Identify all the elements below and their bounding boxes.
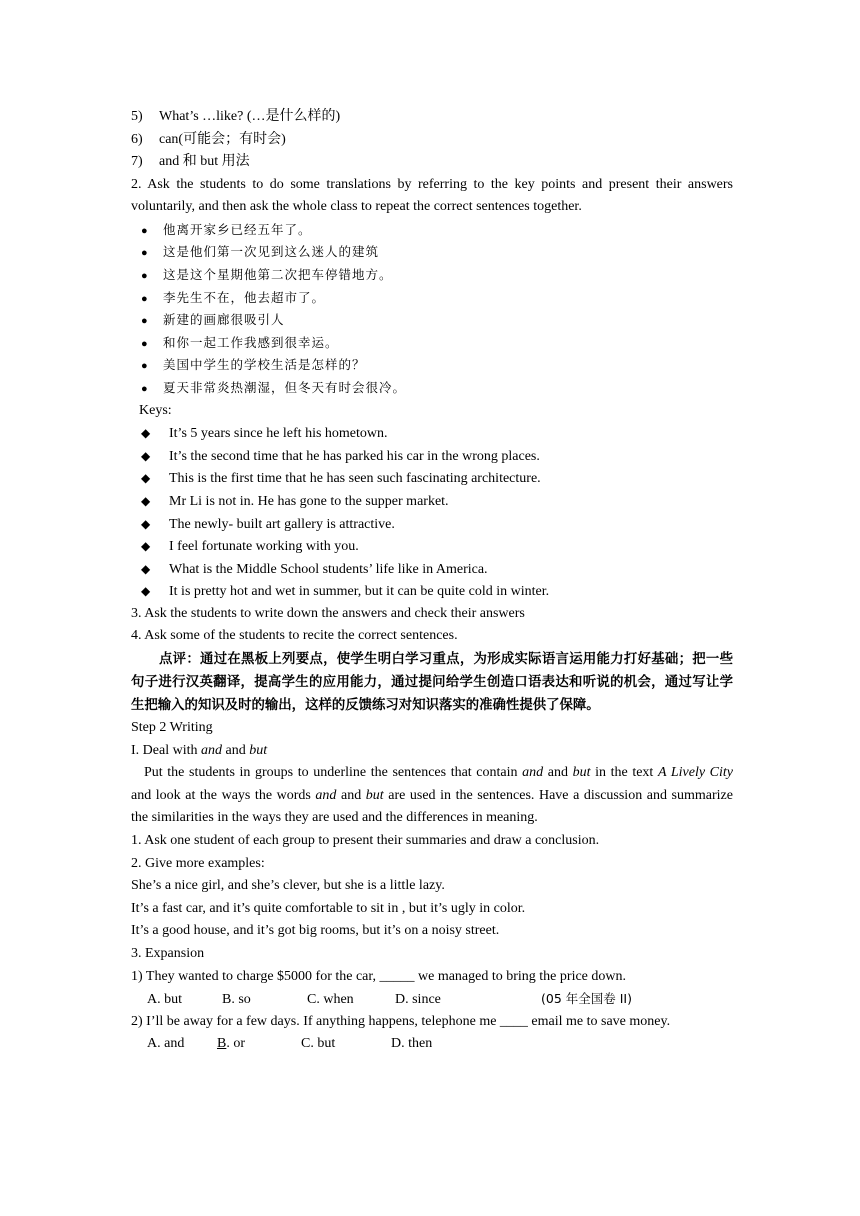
step-1-text: 1. Ask one student of each group to present their summaries and draw a conclusion. — [131, 833, 600, 849]
expansion-heading: 3. Expansion — [131, 946, 205, 961]
key-sentence: ◆ Mr Li is not in. He has gone to the supper market. — [131, 490, 733, 513]
instruction-paragraph: 2. Ask the students to do some translations by referring to the key points and present their answers voluntarily, and then ask the whole class to repeat the correct sentences together. — [131, 176, 733, 215]
question-1-options — [131, 988, 733, 1011]
option-b: B. so — [222, 992, 251, 1008]
document-page — [131, 106, 733, 1056]
option-d: D. since — [395, 992, 441, 1008]
item-number: 6) — [131, 131, 143, 147]
option-d: D. then — [391, 1036, 433, 1052]
example-sentence: She’s a nice girl, and she’s clever, but she is a little lazy. — [131, 878, 445, 894]
step-2-text: 2. Give more examples: — [131, 855, 265, 871]
item-number: 7) — [131, 154, 143, 170]
bullet-dot-icon: ● — [141, 382, 148, 395]
keys-label: Keys: — [139, 402, 172, 418]
example-sentence: It’s a fast car, and it’s quite comfortable to sit in , but it’s ugly in color. — [131, 900, 526, 916]
key-sentence: ◆ It’s the second time that he has parked his car in the wrong places. — [131, 445, 733, 468]
question-2-options — [131, 1033, 733, 1056]
chinese-sentence: ● 这是他们第一次见到这么迷人的建筑 — [131, 241, 733, 264]
diamond-bullet-icon: ◆ — [141, 448, 151, 463]
diamond-bullet-icon: ◆ — [141, 561, 151, 576]
step-4-text: 4. Ask some of the students to recite the correct sentences. — [131, 628, 458, 644]
key-sentence: ◆ It is pretty hot and wet in summer, but it can be quite cold in winter. — [131, 580, 733, 603]
bullet-dot-icon: ● — [141, 337, 148, 350]
comment-paragraph: 点评：通过在黑板上列要点，使学生明白学习重点，为形成实际语言运用能力打好基础；把一些句子进行汉英翻译，提高学生的应用能力，通过提问给学生创造口语表达和听说的机会，通过写让学生把输入的知识及时的输出，这样的反馈练习对知识落实的准确性提供了保障。 — [131, 652, 733, 714]
key-sentence: ◆ The newly- built art gallery is attractive. — [131, 513, 733, 536]
list-item — [131, 129, 733, 152]
diamond-bullet-icon: ◆ — [141, 471, 151, 486]
diamond-bullet-icon: ◆ — [141, 493, 151, 508]
bullet-dot-icon: ● — [141, 292, 148, 305]
answer-underline: B — [217, 1036, 227, 1052]
chinese-sentence: ● 美国中学生的学校生活是怎样的？ — [131, 354, 733, 377]
diamond-bullet-icon: ◆ — [141, 516, 151, 531]
key-sentence: ◆ It’s 5 years since he left his hometown. — [131, 422, 733, 445]
item-text: can(可能会；有时会) — [159, 131, 286, 147]
step-2-writing-heading: Step 2 Writing — [131, 720, 213, 736]
diamond-bullet-icon: ◆ — [141, 539, 151, 554]
chinese-sentence: ● 他离开家乡已经五年了。 — [131, 219, 733, 242]
option-b: B. or — [217, 1036, 246, 1052]
diamond-bullet-icon: ◆ — [141, 426, 151, 441]
bullet-dot-icon: ● — [141, 360, 148, 373]
option-c: C. when — [307, 992, 354, 1008]
question-1: 1) They wanted to charge $5000 for the car, _____ we managed to bring the price down. — [131, 968, 626, 984]
list-item — [131, 151, 733, 174]
example-sentence: It’s a good house, and it’s got big rooms, but it’s on a noisy street. — [131, 923, 500, 939]
option-a: A. but — [147, 992, 182, 1008]
item-number: 5) — [131, 109, 143, 124]
instruction-paragraph: Put the students in groups to underline the sentences that contain and and but in the text A Lively City and look at the ways the words and and but are used in the sentences. Have a discussion and summarize the similarities in the ways they are used and the differences in meaning. — [131, 765, 734, 826]
list-item — [131, 106, 733, 129]
key-sentence: ◆ What is the Middle School students’ life like in America. — [131, 558, 733, 581]
question-source: (05 年全国卷 II) — [541, 991, 632, 1007]
item-text: and 和 but 用法 — [159, 154, 250, 170]
bullet-dot-icon: ● — [141, 315, 148, 328]
chinese-sentence: ● 李先生不在，他去超市了。 — [131, 287, 733, 310]
deal-with-heading: I. Deal with and and but — [131, 742, 268, 758]
chinese-sentence: ● 新建的画廊很吸引人 — [131, 309, 733, 332]
chinese-sentence: ● 夏天非常炎热潮湿，但冬天有时会很冷。 — [131, 377, 733, 400]
step-3-text: 3. Ask the students to write down the answers and check their answers — [131, 605, 525, 621]
option-c: C. but — [301, 1036, 336, 1052]
option-a: A. and — [147, 1036, 185, 1052]
item-text: What’s …like? (…是什么样的) — [159, 109, 341, 124]
bullet-dot-icon: ● — [141, 224, 148, 237]
chinese-sentence: ● 这是这个星期他第二次把车停错地方。 — [131, 264, 733, 287]
diamond-bullet-icon: ◆ — [141, 584, 151, 599]
question-2: 2) I’ll be away for a few days. If anything happens, telephone me ____ email me to save money. — [131, 1013, 671, 1029]
key-sentence: ◆ I feel fortunate working with you. — [131, 535, 733, 558]
bullet-dot-icon: ● — [141, 269, 148, 282]
key-sentence: ◆ This is the first time that he has seen such fascinating architecture. — [131, 467, 733, 490]
bullet-dot-icon: ● — [141, 247, 148, 260]
chinese-sentence: ● 和你一起工作我感到很幸运。 — [131, 332, 733, 355]
